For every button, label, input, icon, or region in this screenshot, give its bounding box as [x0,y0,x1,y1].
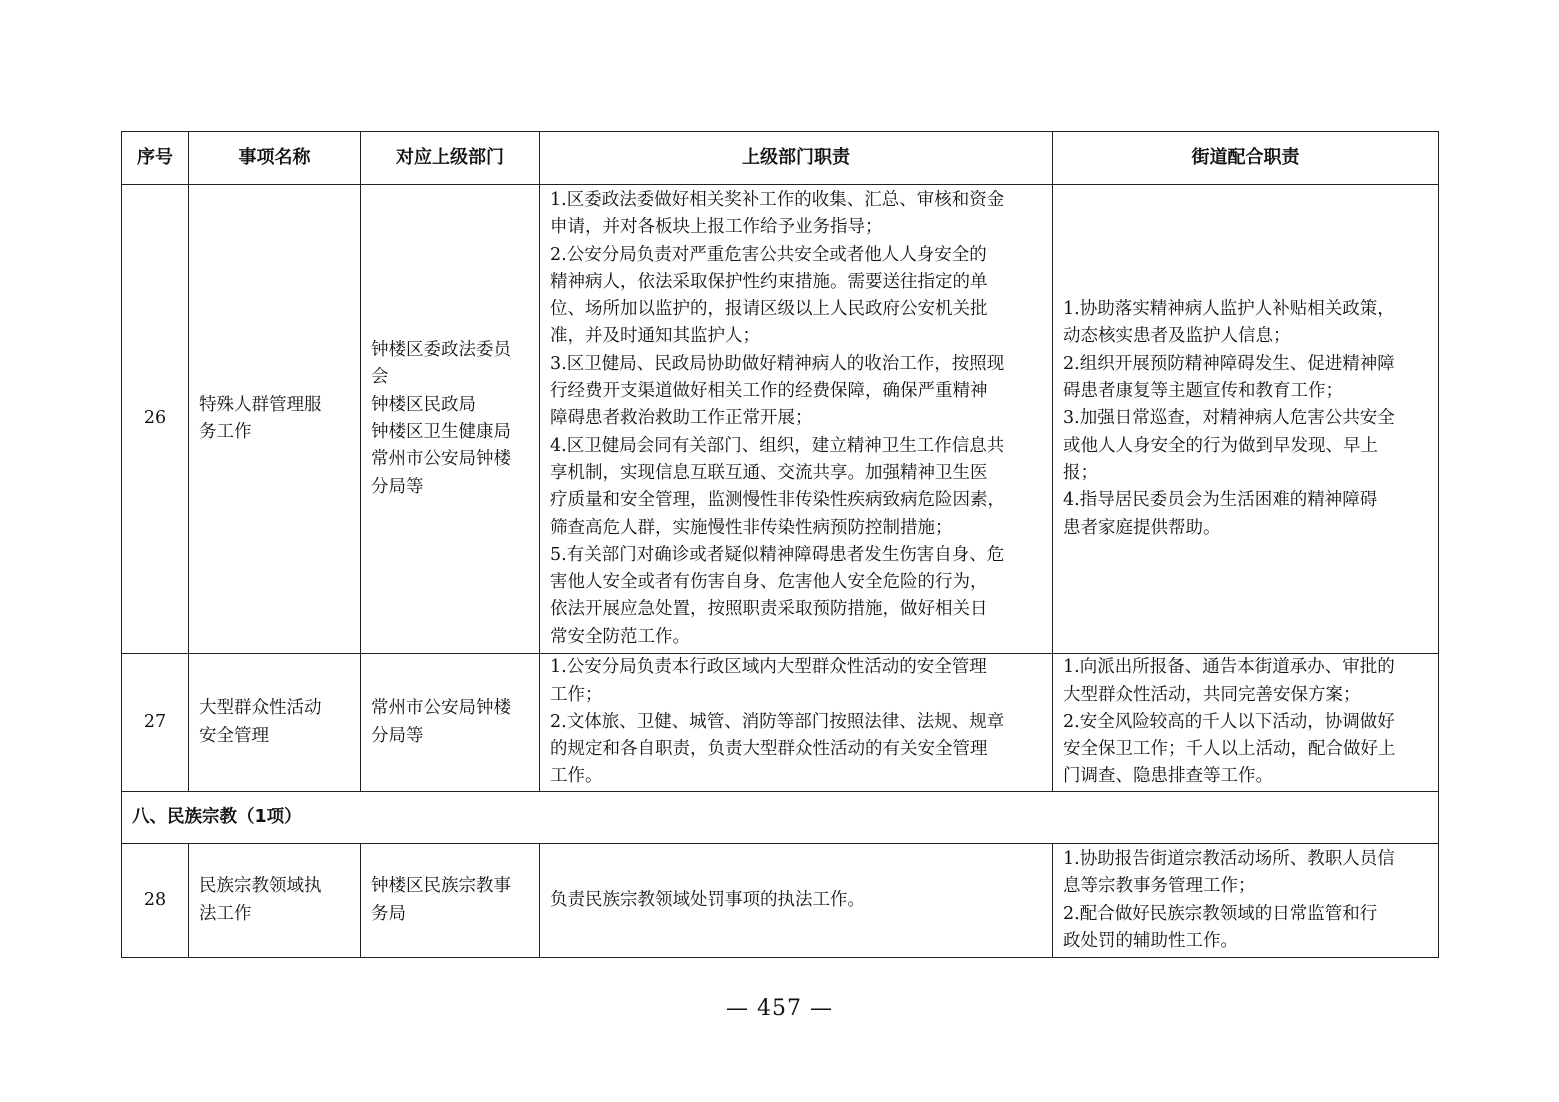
table-header-row [122,132,1439,185]
table-row [122,844,1439,958]
row-seq: 27 [122,654,189,792]
row-upper-duty: 1.区委政法委做好相关奖补工作的收集、汇总、审核和资金 申请，并对各板块上报工作给予业务指导； 2.公安分局负责对严重危害公共安全或者他人人身安全的 精神病人，依法采取保护性约束措施。需要送往指定的单 位、场所加以监护的，报请区级以上人民政府公安机关批 准，并及时通知其监护人； 3.区卫健局、民政局协助做好精神病人的收治工作，按照现 行经费开支渠道做好相关工作的经费保障，确保严重精神 障碍患者救治救助工作正常开展； 4.区卫健局会同有关部门、组织，建立精神卫生工作信息共 享机制，实现信息互联互通、交流共享。加强精神卫生医 疗质量和安全管理，监测慢性非传染性疾病致病危险因素， 筛查高危人群，实施慢性非传染性病预防控制措施； 5.有关部门对确诊或者疑似精神障碍患者发生伤害自身、危 害他人安全或者有伤害自身、危害他人安全危险的行为， 依法开展应急处置，按照职责采取预防措施，做好相关日 常安全防范工作。 [540,185,1053,654]
row-seq: 26 [122,185,189,654]
section-title: 八、民族宗教（1项） [122,792,1439,844]
header-street-duty: 街道配合职责 [1053,132,1439,185]
row-street-duty: 1.协助报告街道宗教活动场所、教职人员信 息等宗教事务管理工作； 2.配合做好民族宗教领域的日常监管和行 政处罚的辅助性工作。 [1053,844,1439,958]
row-upper-duty: 1.公安分局负责本行政区域内大型群众性活动的安全管理 工作； 2.文体旅、卫健、城管、消防等部门按照法律、法规、规章 的规定和各自职责，负责大型群众性活动的有关安全管理 工作。 [540,654,1053,792]
row-item-name: 特殊人群管理服 务工作 [189,185,361,654]
header-upper-duty: 上级部门职责 [540,132,1053,185]
table-row [122,185,1439,654]
header-seq: 序号 [122,132,189,185]
table-row [122,654,1439,792]
header-item-name: 事项名称 [189,132,361,185]
row-seq: 28 [122,844,189,958]
row-street-duty: 1.协助落实精神病人监护人补贴相关政策， 动态核实患者及监护人信息； 2.组织开展预防精神障碍发生、促进精神障 碍患者康复等主题宣传和教育工作； 3.加强日常巡查，对精神病人危害公共安全 或他人人身安全的行为做到早发现、早上 报； 4.指导居民委员会为生活困难的精神障碍 患者家庭提供帮助。 [1053,185,1439,654]
row-item-name: 民族宗教领域执 法工作 [189,844,361,958]
section-row [122,792,1439,844]
page-number: — 457 — [726,996,833,1021]
row-upper-dept: 常州市公安局钟楼 分局等 [361,654,540,792]
row-upper-dept: 钟楼区委政法委员 会 钟楼区民政局 钟楼区卫生健康局 常州市公安局钟楼 分局等 [361,185,540,654]
row-upper-dept: 钟楼区民族宗教事 务局 [361,844,540,958]
duty-table [121,131,1439,958]
row-street-duty: 1.向派出所报备、通告本街道承办、审批的 大型群众性活动，共同完善安保方案； 2.安全风险较高的千人以下活动，协调做好 安全保卫工作；千人以上活动，配合做好上 门调查、隐患排查等工作。 [1053,654,1439,792]
row-upper-duty: 负责民族宗教领域处罚事项的执法工作。 [540,844,1053,958]
header-upper-dept: 对应上级部门 [361,132,540,185]
row-item-name: 大型群众性活动 安全管理 [189,654,361,792]
